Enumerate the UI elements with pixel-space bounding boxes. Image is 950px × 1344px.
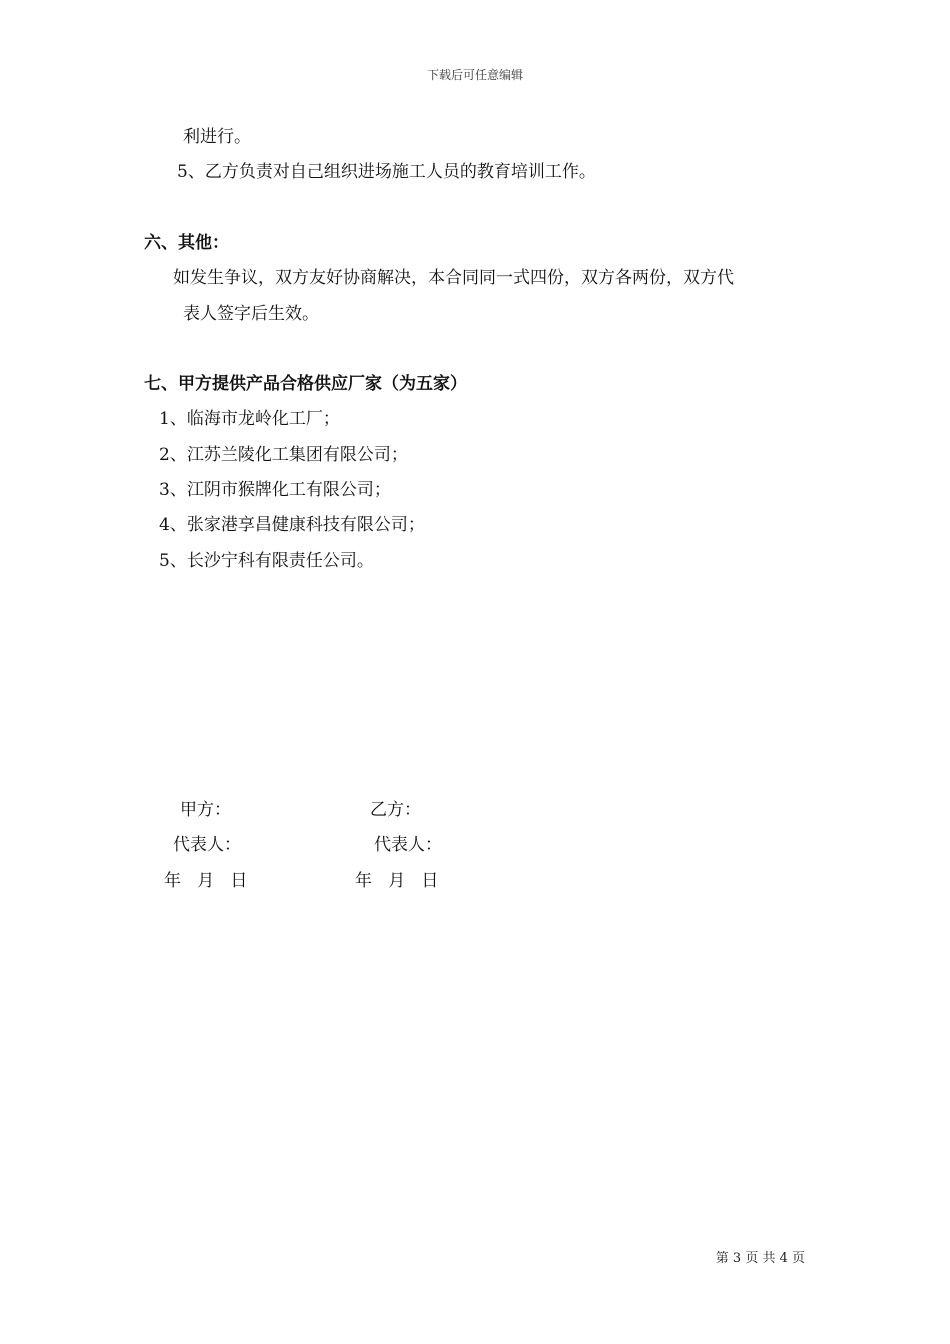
continued-line: 利进行。 [183,127,251,147]
supplier-item: 2、江苏兰陵化工集团有限公司； [159,445,408,465]
clause-item-5: 5、乙方负责对自己组织进场施工人员的教育培训工作。 [177,162,596,182]
party-a-representative-label: 代表人： [173,835,241,855]
section-6-paragraph-line-1: 如发生争议，双方友好协商解决，本合同同一式四份，双方各两份，双方代 [173,268,734,288]
party-b-representative-label: 代表人： [374,835,442,855]
supplier-item: 3、江阴市猴牌化工有限公司； [159,480,391,500]
party-b-label: 乙方： [370,800,421,820]
party-b-date: 年 月 日 [355,871,439,891]
header-note: 下载后可任意编辑 [426,68,523,82]
supplier-item: 4、张家港享昌健康科技有限公司； [159,515,425,535]
page-number: 第 3 页 共 4 页 [715,1251,805,1266]
section-6-paragraph-line-2: 表人签字后生效。 [183,304,319,324]
supplier-item: 5、长沙宁科有限责任公司。 [159,551,374,571]
party-a-date: 年 月 日 [164,871,248,891]
section-6-heading: 六、其他： [144,233,229,253]
party-a-label: 甲方： [180,800,231,820]
supplier-item: 1、临海市龙岭化工厂； [159,409,340,429]
section-7-heading: 七、甲方提供产品合格供应厂家（为五家） [144,374,467,394]
